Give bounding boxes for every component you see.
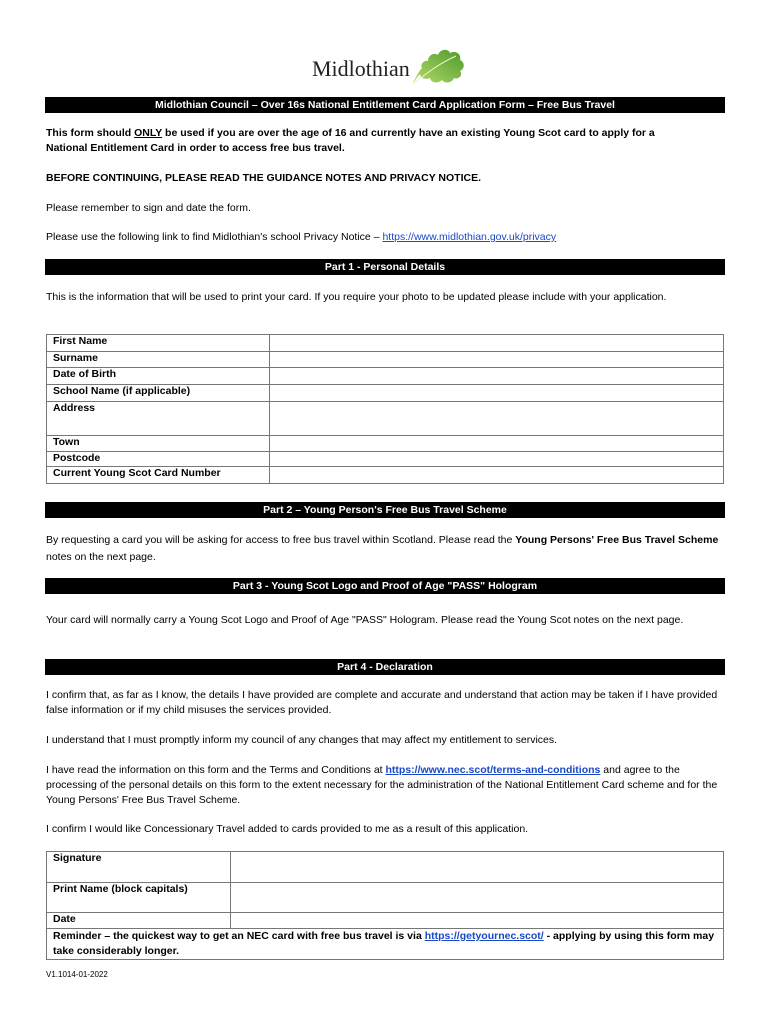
part4-heading: Part 4 - Declaration — [45, 659, 725, 675]
first-name-input[interactable] — [270, 335, 724, 352]
intro-only-emphasis: ONLY — [134, 127, 163, 139]
privacy-text: Please use the following link to find Midlothian's school Privacy Notice – — [46, 231, 383, 243]
field-label-surname: Surname — [47, 352, 270, 368]
field-label-date: Date — [47, 913, 231, 929]
part3-text: Your card will normally carry a Young Scot Logo and Proof of Age "PASS" Hologram. Please read the Young Scot notes on the next page. — [46, 614, 684, 626]
field-label-young-scot-card-number: Current Young Scot Card Number — [47, 467, 270, 484]
privacy-notice — [46, 230, 726, 245]
field-label-school-name: School Name (if applicable) — [47, 385, 270, 402]
personal-details-table — [46, 334, 724, 484]
field-label-address: Address — [47, 402, 270, 436]
nec-terms-link[interactable]: https://www.nec.scot/terms-and-conditions — [385, 764, 601, 776]
date-input[interactable] — [231, 913, 724, 929]
sign-reminder: Please remember to sign and date the form. — [46, 202, 251, 214]
field-label-town: Town — [47, 436, 270, 452]
part2-heading: Part 2 – Young Person's Free Bus Travel Scheme — [45, 502, 725, 518]
intro-line1-post: be used if you are over the age of 16 and currently have an existing Young Scot card to apply for a — [162, 127, 655, 139]
young-scot-card-number-input[interactable] — [270, 467, 724, 484]
part2-text-post: notes on the next page. — [46, 551, 156, 563]
declaration-paragraph-4: I confirm I would like Concessionary Travel added to cards provided to me as a result of this application. — [46, 823, 529, 835]
version-label: V1.1014-01-2022 — [46, 970, 108, 979]
part2-text — [46, 532, 726, 566]
part1-heading: Part 1 - Personal Details — [45, 259, 725, 275]
town-input[interactable] — [270, 436, 724, 452]
field-label-date-of-birth: Date of Birth — [47, 368, 270, 385]
field-label-first-name: First Name — [47, 335, 270, 352]
address-input[interactable] — [270, 402, 724, 436]
surname-input[interactable] — [270, 352, 724, 368]
oak-leaf-icon — [408, 42, 468, 88]
school-name-input[interactable] — [270, 385, 724, 402]
field-label-print-name: Print Name (block capitals) — [47, 883, 231, 913]
signature-input[interactable] — [231, 852, 724, 883]
part2-text-pre: By requesting a card you will be asking for access to free bus travel within Scotland. Please read the — [46, 534, 516, 546]
intro-text — [46, 126, 726, 156]
reminder-pre: Reminder – the quickest way to get an NEC card with free bus travel is via — [53, 930, 425, 942]
logo-text: Midlothian — [312, 56, 410, 81]
declaration-paragraph-3 — [46, 763, 726, 808]
declaration-paragraph-2: I understand that I must promptly inform my council of any changes that may affect my entitlement to services. — [46, 734, 558, 746]
intro-line1-pre: This form should — [46, 127, 135, 139]
form-title-bar: Midlothian Council – Over 16s National Entitlement Card Application Form – Free Bus Travel — [45, 97, 725, 113]
reminder-post: - applying by using this form may take considerably longer. — [53, 930, 715, 957]
field-label-postcode: Postcode — [47, 452, 270, 467]
date-of-birth-input[interactable] — [270, 368, 724, 385]
field-label-signature: Signature — [47, 852, 231, 883]
postcode-input[interactable] — [270, 452, 724, 467]
getyournec-link[interactable]: https://getyournec.scot/ — [424, 930, 544, 942]
part1-text: This is the information that will be used to print your card. If you require your photo to be updated please include with your application. — [46, 291, 667, 303]
guidance-notice: BEFORE CONTINUING, PLEASE READ THE GUIDANCE NOTES AND PRIVACY NOTICE. — [46, 172, 482, 184]
print-name-input[interactable] — [231, 883, 724, 913]
intro-line2: National Entitlement Card in order to access free bus travel. — [46, 142, 345, 154]
midlothian-logo — [312, 42, 472, 92]
part2-text-bold: Young Persons' Free Bus Travel Scheme — [515, 534, 719, 546]
part3-heading: Part 3 - Young Scot Logo and Proof of Age "PASS" Hologram — [45, 578, 725, 594]
declaration-3-pre: I have read the information on this form and the Terms and Conditions at — [46, 764, 386, 776]
privacy-link[interactable]: https://www.midlothian.gov.uk/privacy — [382, 231, 557, 243]
signature-table — [46, 851, 724, 960]
declaration-paragraph-1: I confirm that, as far as I know, the details I have provided are complete and accurate and understand that action may be taken if I have provided false information or if my child misuses the services provided. — [46, 689, 718, 716]
reminder-cell — [47, 929, 724, 960]
declaration-3-post: and agree to the processing of the personal details on this form to the extent necessary for the administration of the National Entitlement Card scheme and for the Young Persons' Free Bus Travel Scheme. — [46, 764, 718, 806]
